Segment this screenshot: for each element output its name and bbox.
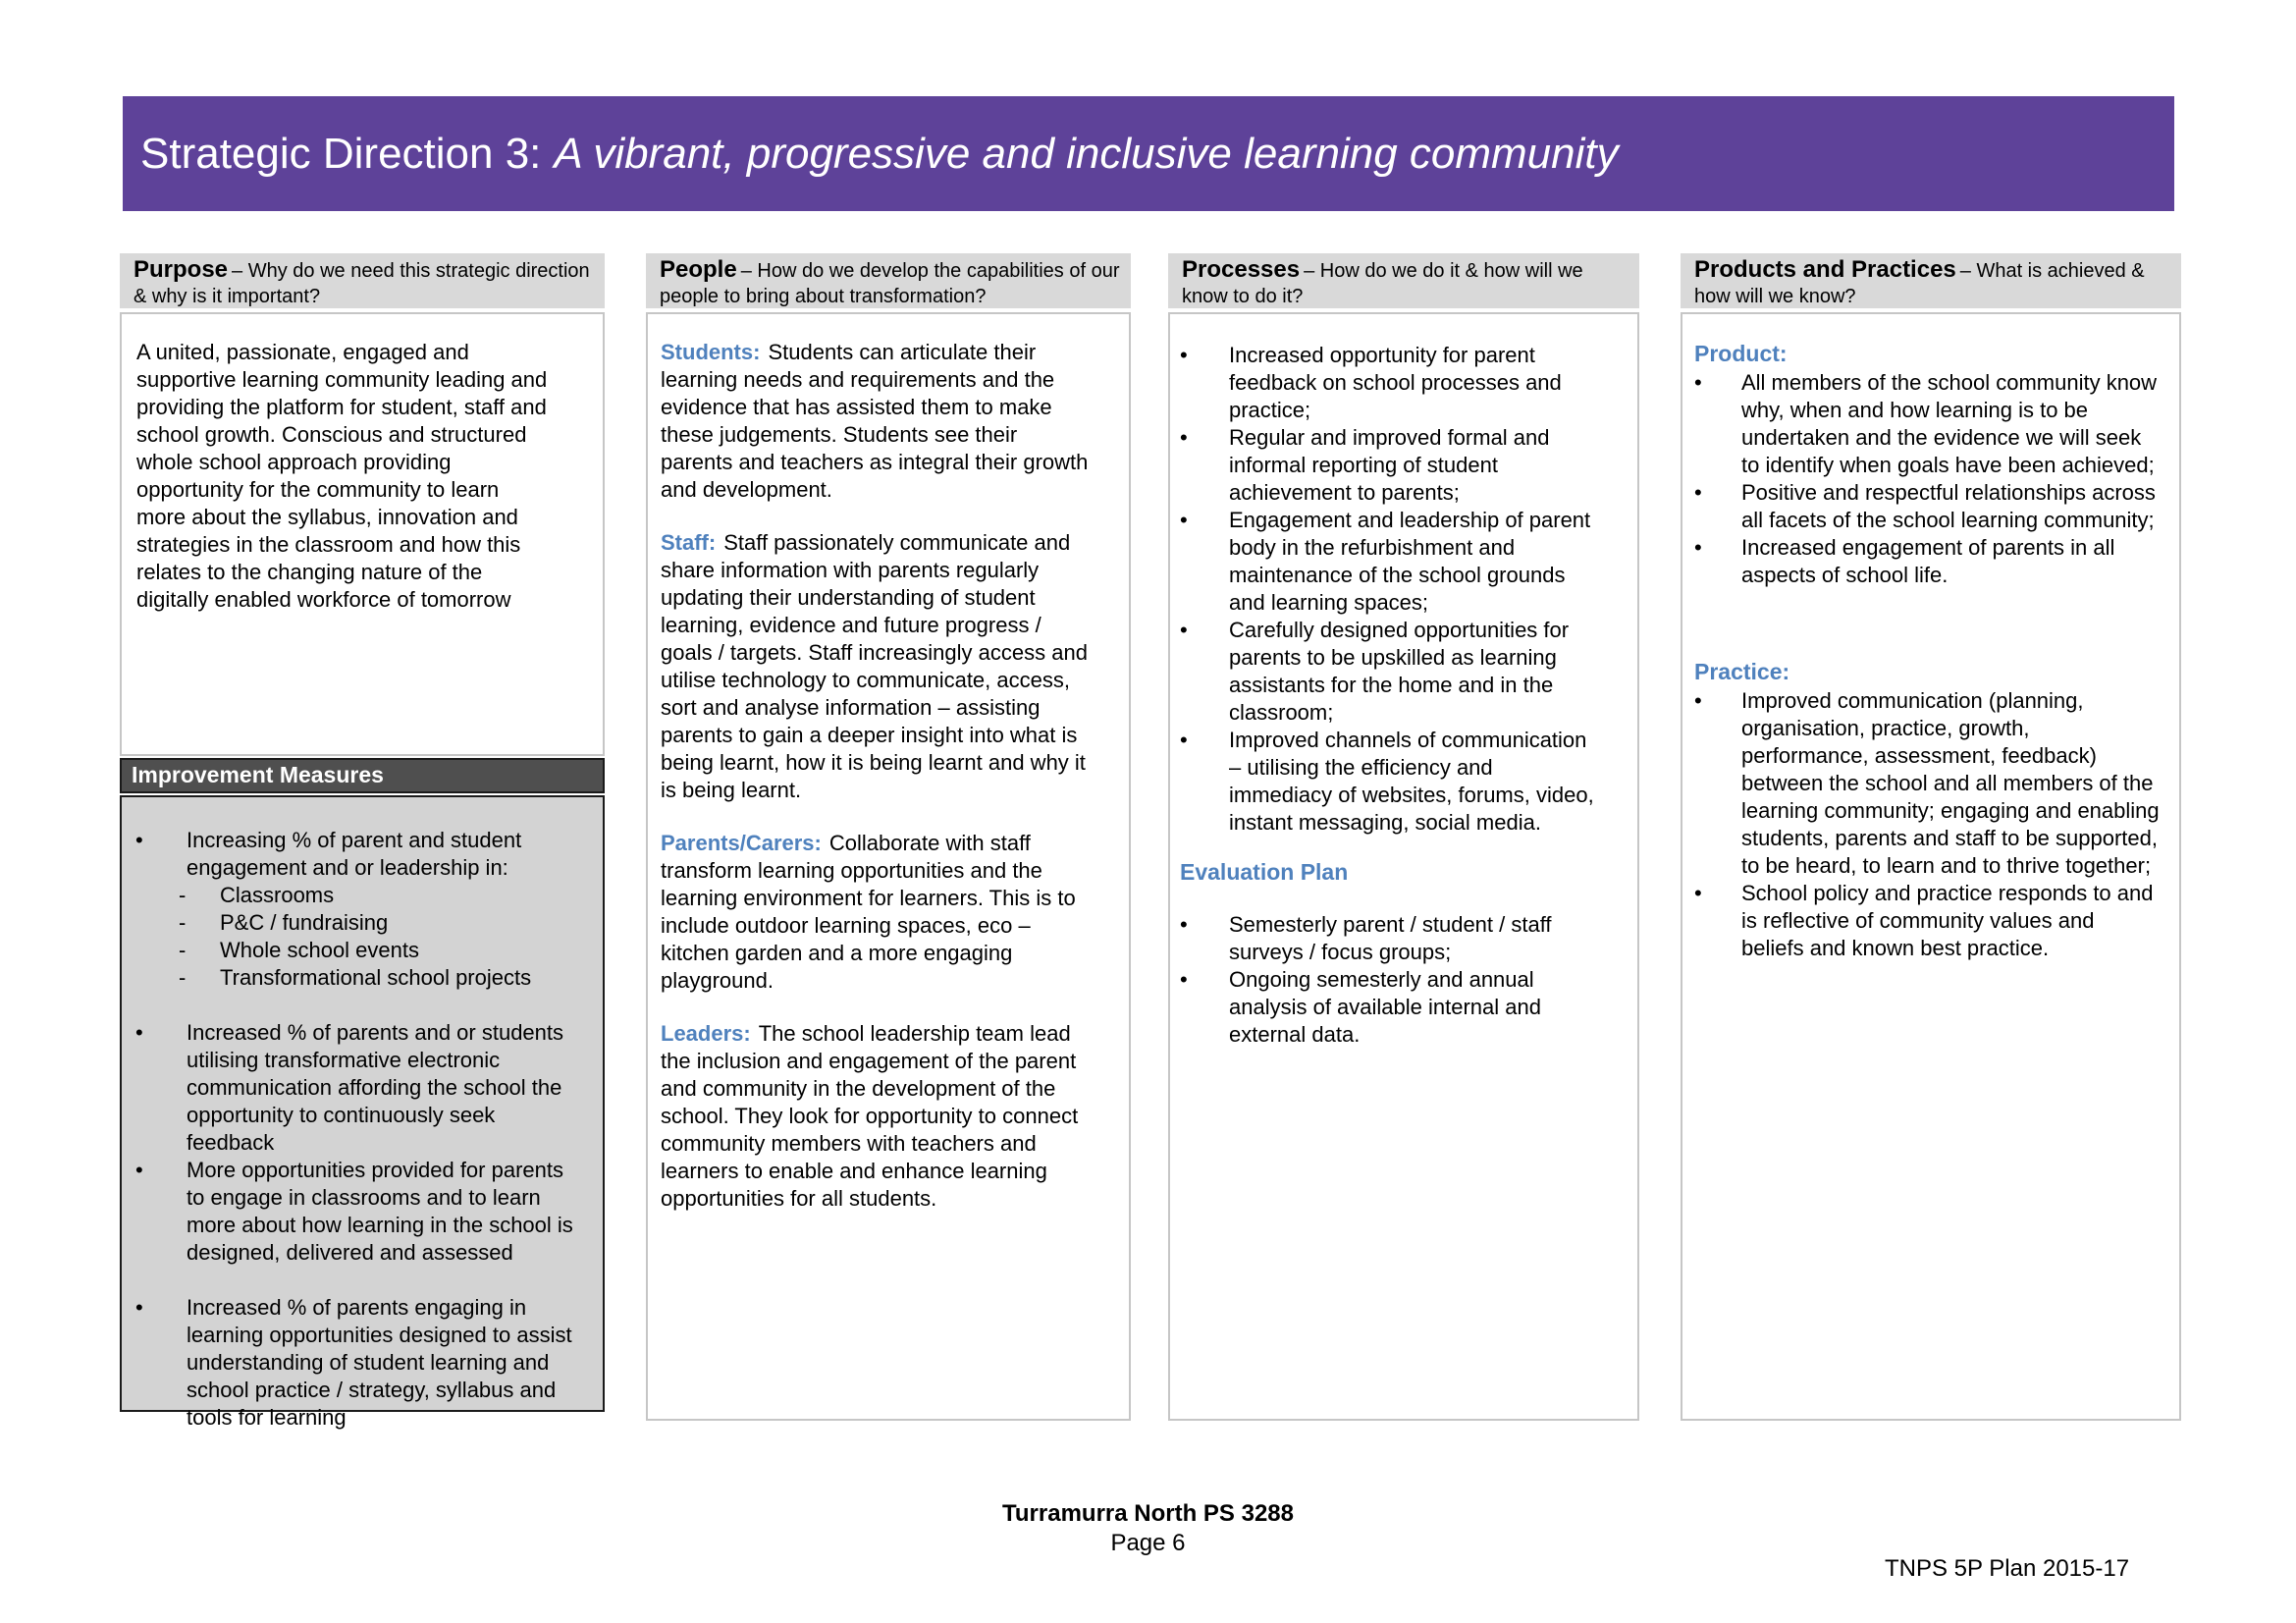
people-header-subtitle: – How do we develop the capabilities of our people to bring about transformation? [660,260,1120,307]
improvement-measure-subitem [135,909,585,937]
improvement-measures-header: Improvement Measures [120,758,605,793]
bullet-icon [1694,880,1741,907]
bullet-icon [1180,911,1229,939]
staff-label: Staff: [661,530,717,555]
improvement-measure-text: More opportunities provided for parents to engage in classrooms and to learn more about how learning in the school is designed, delivered and assessed [187,1158,573,1265]
product-text: Increased engagement of parents in all aspects of school life. [1741,535,2115,587]
parents-carers-label: Parents/Carers: [661,831,822,855]
process-item [1180,507,1598,617]
product-item [1694,479,2160,534]
footer-page-number: Page 6 [1110,1530,1186,1556]
dash-icon [179,964,220,992]
evaluation-plan-text: Semesterly parent / student / staff surveys / focus groups; [1229,912,1552,964]
evaluation-plan-text: Ongoing semesterly and annual analysis of available internal and external data. [1229,967,1541,1047]
people-paragraph-parents-carers [661,830,1092,995]
dash-icon [179,937,220,964]
processes-header-subtitle: – How do we do it & how will we know to do it? [1182,260,1583,307]
improvement-measure-subitem [135,882,585,909]
improvement-measure-subtext: Transformational school projects [220,965,532,990]
bullet-icon [135,1157,187,1184]
product-text: All members of the school community know why, when and how learning is to be undertaken and the evidence we will seek to identify when goals have been achieved; [1741,370,2158,477]
bullet-icon [135,1019,187,1047]
bullet-icon [1180,342,1229,369]
dash-icon [179,882,220,909]
process-text: Regular and improved formal and informal reporting of student achievement to parents; [1229,425,1550,505]
practice-heading: Practice: [1694,659,1790,684]
process-item [1180,727,1598,837]
products-practices-header-title: Products and Practices [1694,256,1956,283]
evaluation-plan-heading: Evaluation Plan [1180,859,1349,885]
dash-icon [179,909,220,937]
bullet-icon [1180,507,1229,534]
processes-header-title: Processes [1182,256,1301,283]
improvement-measure-item [135,1019,585,1157]
parents-carers-text: Collaborate with staff transform learning opportunities and the learning environment for learners. This is to include outdoor learning spaces, eco – kitchen garden and a more engaging playground. [661,831,1076,993]
improvement-measure-subitem [135,937,585,964]
people-paragraph-students [661,339,1092,504]
improvement-measure-text: Increasing % of parent and student engagement and or leadership in: [187,828,522,880]
improvement-measure-text: Increased % of parents and or students utilising transformative electronic communication affording the school the opportunity to continuously seek feedback [187,1020,564,1155]
practice-text: School policy and practice responds to and is reflective of community values and beliefs and known best practice. [1741,881,2154,960]
bullet-icon [1180,966,1229,994]
practice-item [1694,687,2160,880]
product-text: Positive and respectful relationships across all facets of the school learning community; [1741,480,2156,532]
bullet-icon [1180,424,1229,452]
improvement-measure-item [135,1157,585,1267]
bullet-icon [1180,617,1229,644]
process-text: Engagement and leadership of parent body in the refurbishment and maintenance of the school grounds and learning spaces; [1229,508,1591,615]
purpose-header-subtitle: – Why do we need this strategic direction & why is it important? [133,260,590,307]
purpose-column [120,253,605,1430]
bullet-icon [1180,727,1229,754]
evaluation-plan-item [1180,966,1598,1049]
banner-title-italic: A vibrant, progressive and inclusive learning community [554,129,1619,178]
processes-column [1168,253,1639,1421]
product-heading: Product: [1694,341,1788,366]
practice-text: Improved communication (planning, organisation, practice, growth, performance, assessment, feedback) between the school and all members of the learning community; engaging and enabling students, parents and staff to be supported, to be heard, to learn and to thrive together; [1741,688,2160,878]
evaluation-plan-item [1180,911,1598,966]
improvement-measure-subtext: Whole school events [220,938,419,962]
banner-title-prefix: Strategic Direction 3: [140,129,542,178]
processes-body [1168,312,1639,1421]
footer-plan-label: TNPS 5P Plan 2015-17 [1885,1555,2130,1582]
improvement-measure-item [135,1294,585,1432]
footer-school-name: Turramurra North PS 3288 [1002,1500,1294,1527]
people-column [646,253,1131,1421]
people-header-title: People [660,256,737,283]
leaders-label: Leaders: [661,1021,751,1046]
people-column-header [646,253,1131,308]
purpose-header-title: Purpose [133,256,229,283]
processes-column-header [1168,253,1639,308]
people-paragraph-staff [661,529,1092,804]
strategic-direction-banner [123,96,2174,211]
process-item [1180,424,1598,507]
process-item [1180,617,1598,727]
process-item [1180,342,1598,424]
bullet-icon [1694,687,1741,715]
products-practices-header-subtitle: – What is achieved & how will we know? [1694,260,2145,307]
process-text: Improved channels of communication – utilising the efficiency and immediacy of websites, forums, video, instant messaging, social media. [1229,728,1594,835]
bullet-icon [135,827,187,854]
students-text: Students can articulate their learning needs and requirements and the evidence that has assisted them to make these judgements. Students see their parents and teachers as integral their growth and development. [661,340,1089,502]
purpose-statement: A united, passionate, engaged and supportive learning community leading and providing the platform for student, staff and school growth. Conscious and structured whole school approach providing opportunity for the community to learn more about the syllabus, innovation and strategies in the classroom and how this relates to the changing nature of the digitally enabled workforce of tomorrow [136,340,548,612]
purpose-body [120,312,605,756]
process-text: Increased opportunity for parent feedback on school processes and practice; [1229,343,1562,422]
products-practices-body [1681,312,2181,1421]
improvement-measures-list [120,795,605,1430]
product-item [1694,369,2160,479]
process-text: Carefully designed opportunities for parents to be upskilled as learning assistants for the home and in the classroom; [1229,618,1570,725]
products-practices-column [1681,253,2181,1421]
improvement-measure-text: Increased % of parents engaging in learning opportunities designed to assist understanding of student learning and school practice / strategy, syllabus and tools for learning [187,1295,572,1430]
improvement-measure-subitem [135,964,585,992]
bullet-icon [135,1294,187,1322]
product-item [1694,534,2160,589]
improvement-measure-item [135,827,585,882]
students-label: Students: [661,340,761,364]
bullet-icon [1694,534,1741,562]
practice-item [1694,880,2160,962]
bullet-icon [1694,479,1741,507]
purpose-column-header [120,253,605,308]
bullet-icon [1694,369,1741,397]
leaders-text: The school leadership team lead the inclusion and engagement of the parent and community in the development of the school. They look for opportunity to connect community members with teachers and learners to enable and enhance learning opportunities for all students. [661,1021,1079,1211]
products-practices-column-header [1681,253,2181,308]
staff-text: Staff passionately communicate and share information with parents regularly updating their understanding of student learning, evidence and future progress / goals / targets. Staff increasingly access and utilise technology to communicate, access, sort and analyse information – assisting parents to gain a deeper insight into what is being learnt, how it is being learnt and why it is being learnt. [661,530,1088,802]
people-paragraph-leaders [661,1020,1092,1213]
people-body [646,312,1131,1421]
improvement-measure-subtext: P&C / fundraising [220,910,389,935]
improvement-measure-subtext: Classrooms [220,883,335,907]
